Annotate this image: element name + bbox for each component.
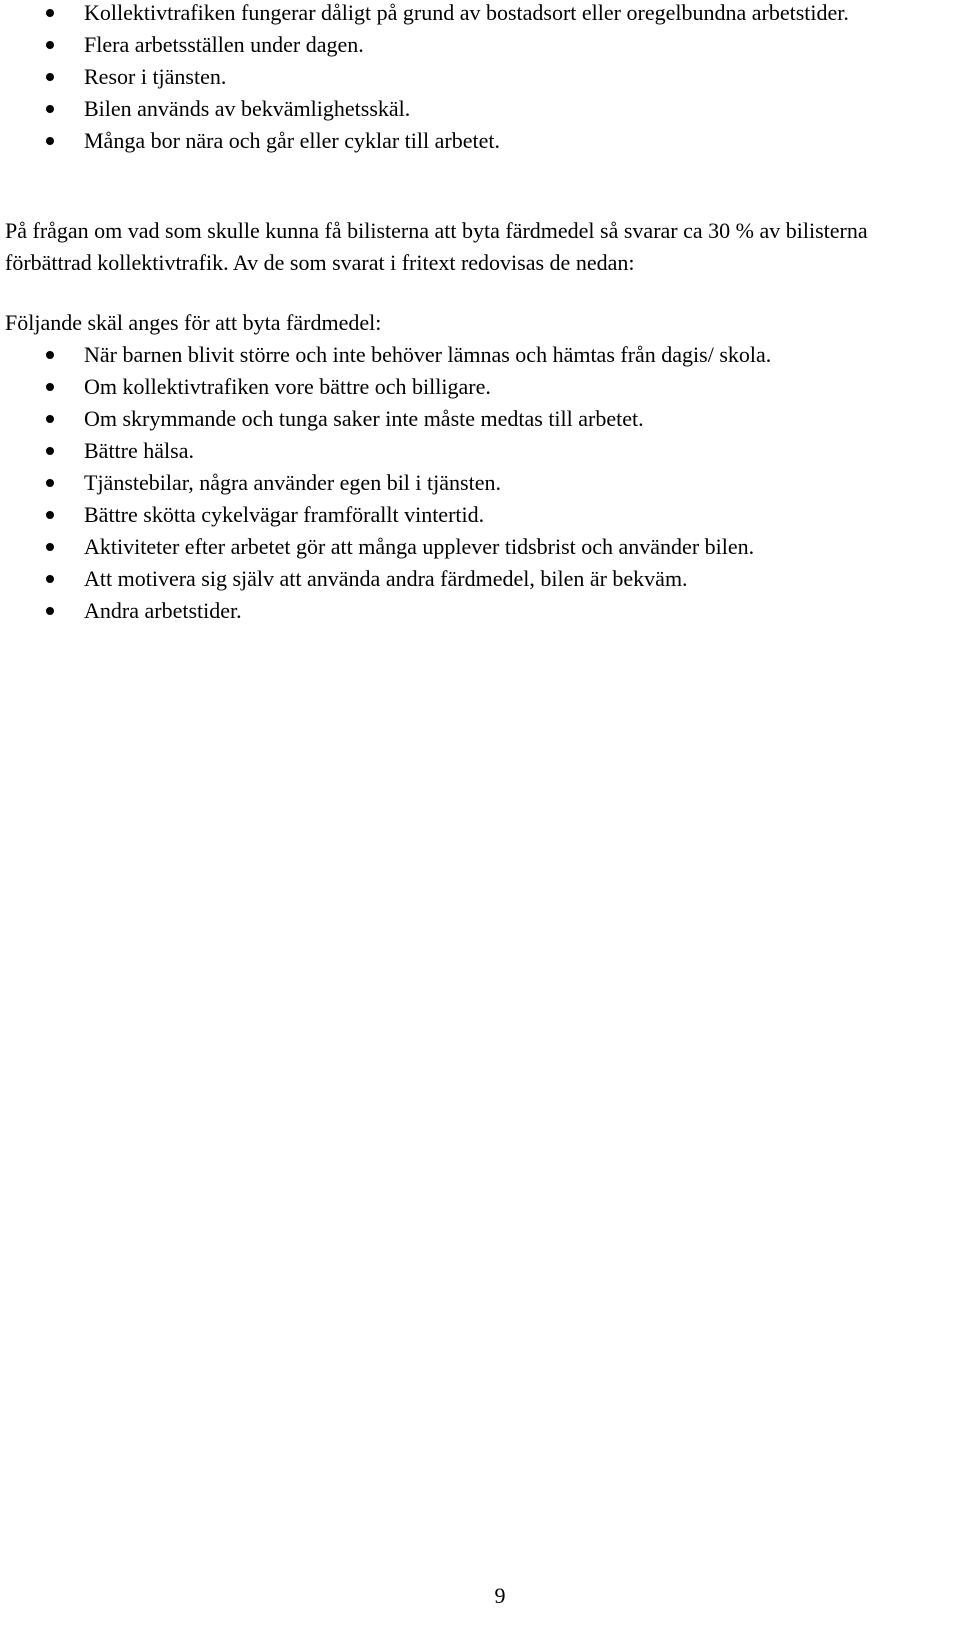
list-item-text: Bättre skötta cykelvägar framförallt vintertid. [84, 502, 485, 527]
list-item-text: Bilen används av bekvämlighetsskäl. [84, 96, 411, 121]
list-item-text: Flera arbetsställen under dagen. [84, 32, 364, 57]
list-item [0, 467, 904, 499]
body-paragraph: På frågan om vad som skulle kunna få bilisterna att byta färdmedel så svarar ca 30 % av bilisterna förbättrad kollektivtrafik. Av de som svarat i fritext redovisas de nedan: [5, 218, 868, 275]
section-intro-paragraph: Följande skäl anges för att byta färdmedel: [5, 310, 382, 335]
list-item [0, 499, 904, 531]
list-item [0, 29, 904, 61]
list-item [0, 93, 904, 125]
bullet-icon [46, 383, 54, 391]
bullet-icon [46, 9, 54, 17]
list-item-text: Aktiviteter efter arbetet gör att många upplever tidsbrist och använder bilen. [84, 534, 755, 559]
list-item-text: Att motivera sig själv att använda andra färdmedel, bilen är bekväm. [84, 566, 688, 591]
bullet-icon [46, 575, 54, 583]
list-item [0, 125, 904, 157]
list-item-text: Tjänstebilar, några använder egen bil i tjänsten. [84, 470, 501, 495]
list-item-text: Andra arbetstider. [84, 598, 242, 623]
list-item-text: Resor i tjänsten. [84, 64, 227, 89]
bullet-icon [46, 73, 54, 81]
list-item-text: Många bor nära och går eller cyklar till arbetet. [84, 128, 500, 153]
page-number: 9 [494, 1583, 506, 1608]
list-item [0, 403, 904, 435]
list-item [0, 563, 904, 595]
list-item [0, 61, 904, 93]
bullet-icon [46, 479, 54, 487]
bullet-icon [46, 447, 54, 455]
bullet-icon [46, 41, 54, 49]
list-item-text: Om skrymmande och tunga saker inte måste medtas till arbetet. [84, 406, 644, 431]
list-item-text: Bättre hälsa. [84, 438, 194, 463]
bullet-icon [46, 415, 54, 423]
bullet-icon [46, 351, 54, 359]
bullet-icon [46, 543, 54, 551]
list-item [0, 371, 904, 403]
bullet-icon [46, 137, 54, 145]
list-item [0, 531, 904, 563]
bullet-list-reasons-car [0, 0, 904, 157]
bullet-icon [46, 105, 54, 113]
list-item [0, 0, 904, 29]
list-item-text: Kollektivtrafiken fungerar dåligt på grund av bostadsort eller oregelbundna arbetstider. [84, 0, 849, 25]
list-item-text: Om kollektivtrafiken vore bättre och billigare. [84, 374, 491, 399]
list-item-text: När barnen blivit större och inte behöver lämnas och hämtas från dagis/ skola. [84, 342, 772, 367]
bullet-list-reasons-change [0, 339, 904, 627]
list-item [0, 339, 904, 371]
list-item [0, 595, 904, 627]
bullet-icon [46, 511, 54, 519]
list-item [0, 435, 904, 467]
bullet-icon [46, 607, 54, 615]
